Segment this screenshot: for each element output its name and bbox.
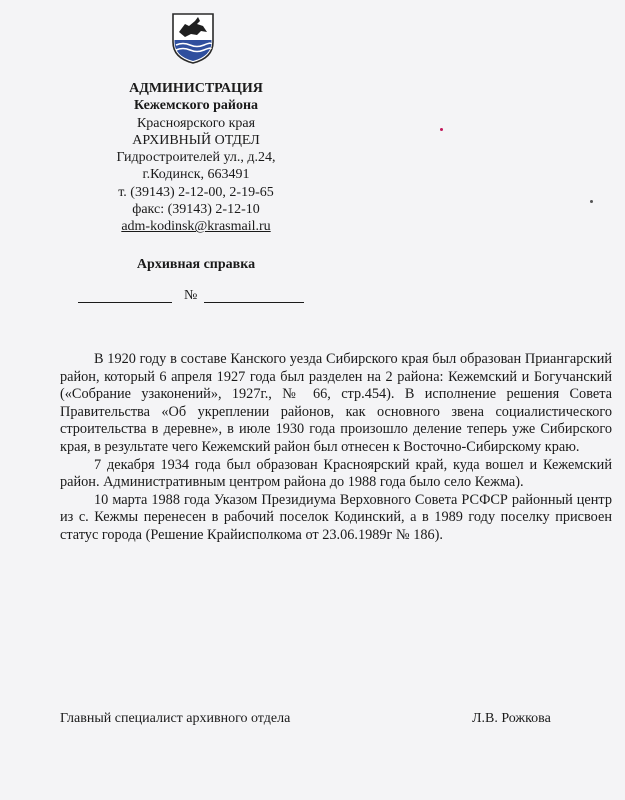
paragraph-1: В 1920 году в составе Канского уезда Сибирского края был образован Приангарский район, который 6 апреля 1927 года был разделен на 2 района: Кежемский и Богучанский («Собрание узаконений», 1927г., № 66, стр.454). В исполнение решения Совета Правительства «Об укреплении районов, как основного звена социалистического строительства в деревне», в июле 1930 года произошло деление теперь уже Сибирского края, в результате чего Кежемский район был отнесен к Восточно-Сибирскому краю. [60, 351, 612, 455]
number-blank-line [204, 288, 304, 303]
ink-speck [440, 128, 443, 131]
header-administration: АДМИНИСТРАЦИЯ [129, 81, 263, 96]
header-phone: т. (39143) 2-12-00, 2-19-65 [118, 184, 274, 200]
coat-of-arms-emblem [171, 12, 215, 64]
ink-speck [590, 200, 593, 203]
signatory-name: Л.В. Рожкова [472, 711, 551, 726]
header-fax: факс: (39143) 2-12-10 [132, 202, 260, 218]
number-sign: № [184, 288, 198, 303]
header-street: Гидростроителей ул., д.24, [116, 150, 276, 166]
issuer-header [96, 80, 296, 236]
date-blank-line [78, 288, 172, 303]
certificate-body [60, 351, 612, 545]
header-department: АРХИВНЫЙ ОТДЕЛ [132, 132, 260, 148]
header-district: Кежемского района [133, 98, 259, 114]
paragraph-3: 10 марта 1988 года Указом Президиума Верховного Совета РСФСР районный центр из с. Кежмы перенесен в рабочий поселок Кодинский, а в 1989 году поселку присвоен статус города (Решение Крайисполкома от 23.06.1989г № 186). [60, 491, 612, 543]
header-region: Красноярского края [136, 115, 256, 131]
signatory-position: Главный специалист архивного отдела [60, 711, 291, 726]
document-title: Архивная справка [136, 257, 256, 272]
header-email: adm-kodinsk@krasmail.ru [121, 219, 271, 235]
paragraph-2: 7 декабря 1934 года был образован Красноярский край, куда вошел и Кежемский район. Административным центром района до 1988 года было село Кежма). [60, 456, 612, 491]
header-city: г.Кодинск, 663491 [142, 167, 250, 183]
